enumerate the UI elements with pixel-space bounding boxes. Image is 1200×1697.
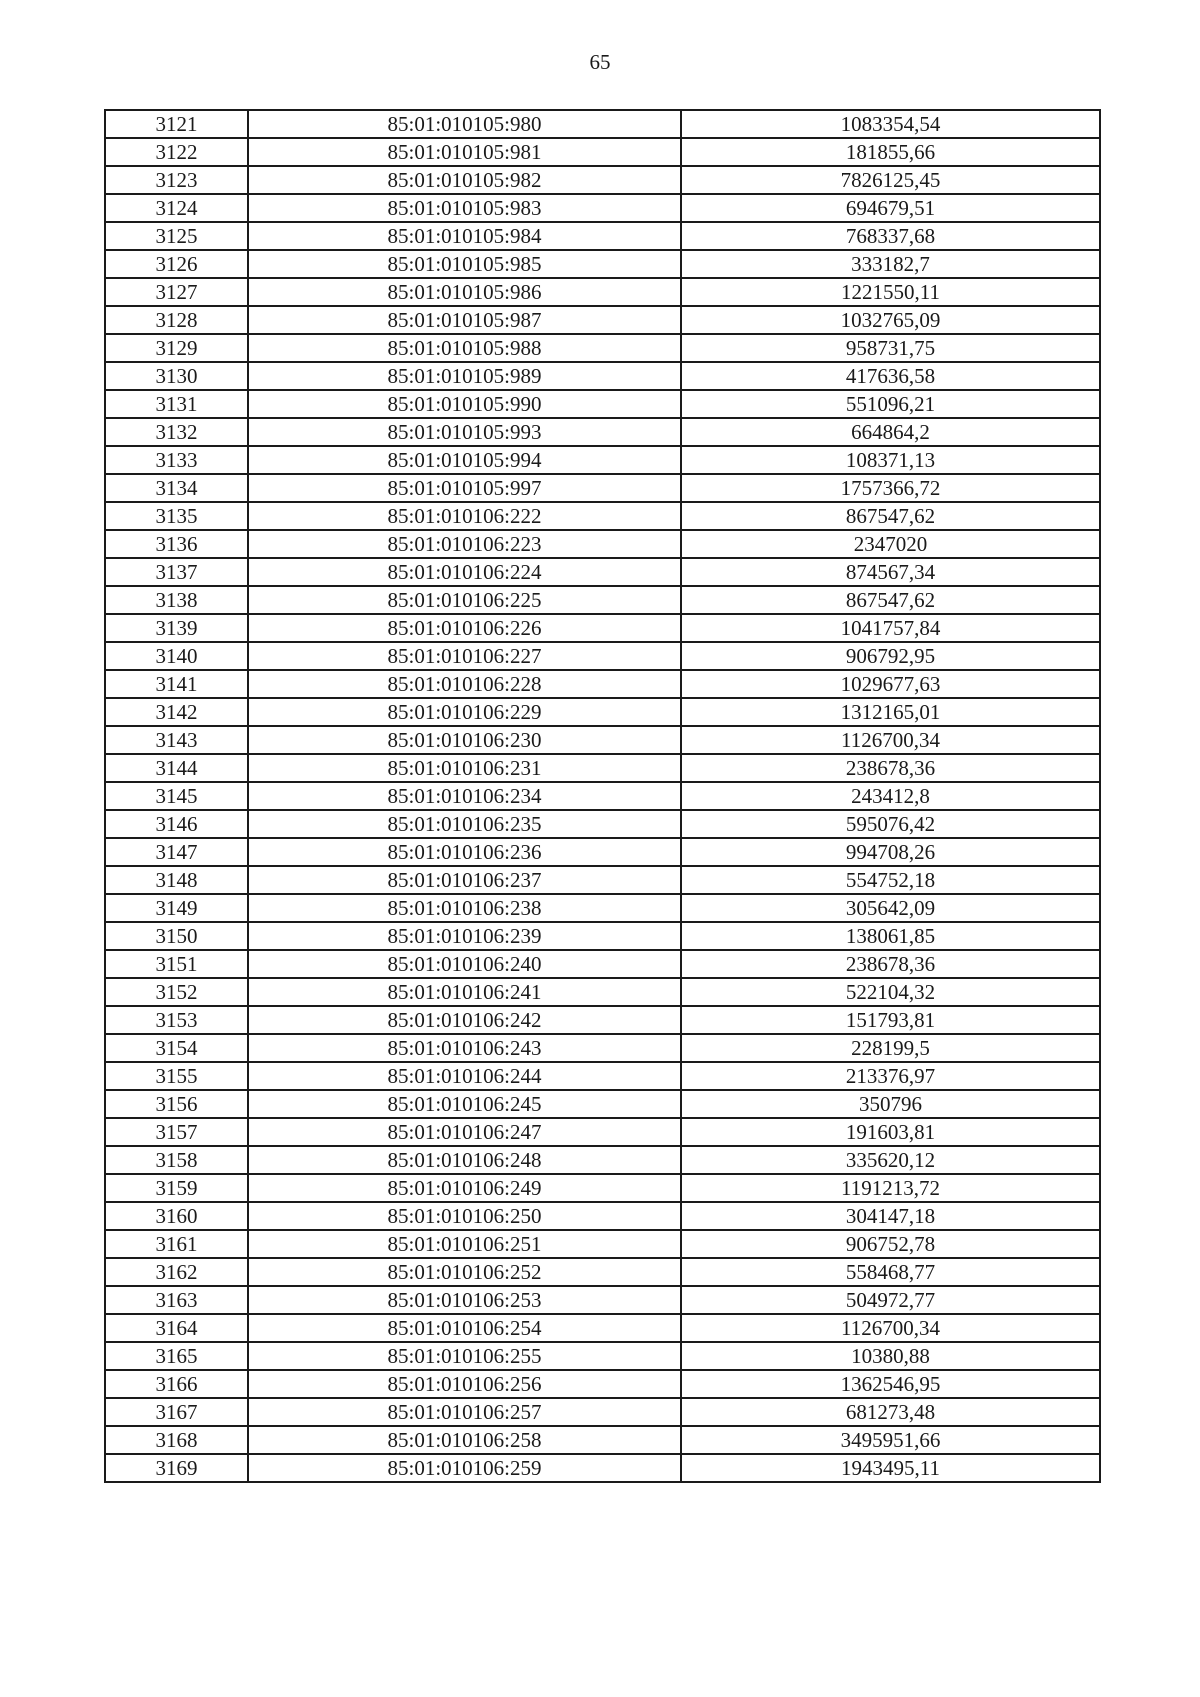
table-row	[105, 250, 1100, 278]
row-number-cell: 3166	[105, 1370, 248, 1398]
cadastral-number-cell: 85:01:010106:243	[248, 1034, 681, 1062]
table-row	[105, 614, 1100, 642]
cadastral-value-cell: 1032765,09	[681, 306, 1100, 334]
table-row	[105, 698, 1100, 726]
row-number-cell: 3147	[105, 838, 248, 866]
row-number-cell: 3136	[105, 530, 248, 558]
row-number-cell: 3152	[105, 978, 248, 1006]
cadastral-value-cell: 151793,81	[681, 1006, 1100, 1034]
cadastral-number-cell: 85:01:010105:989	[248, 362, 681, 390]
row-number-cell: 3162	[105, 1258, 248, 1286]
cadastral-number-cell: 85:01:010105:994	[248, 446, 681, 474]
cadastral-number-cell: 85:01:010106:231	[248, 754, 681, 782]
cadastral-value-cell: 504972,77	[681, 1286, 1100, 1314]
row-number-cell: 3160	[105, 1202, 248, 1230]
cadastral-value-cell: 1191213,72	[681, 1174, 1100, 1202]
table-row	[105, 138, 1100, 166]
table-row	[105, 278, 1100, 306]
row-number-cell: 3121	[105, 110, 248, 138]
cadastral-value-cell: 958731,75	[681, 334, 1100, 362]
row-number-cell: 3138	[105, 586, 248, 614]
row-number-cell: 3157	[105, 1118, 248, 1146]
table-row	[105, 1314, 1100, 1342]
cadastral-number-cell: 85:01:010106:238	[248, 894, 681, 922]
cadastral-number-cell: 85:01:010106:236	[248, 838, 681, 866]
cadastral-value-cell: 551096,21	[681, 390, 1100, 418]
row-number-cell: 3142	[105, 698, 248, 726]
cadastral-number-cell: 85:01:010106:252	[248, 1258, 681, 1286]
cadastral-value-cell: 108371,13	[681, 446, 1100, 474]
row-number-cell: 3167	[105, 1398, 248, 1426]
cadastral-value-cell: 1221550,11	[681, 278, 1100, 306]
row-number-cell: 3135	[105, 502, 248, 530]
row-number-cell: 3124	[105, 194, 248, 222]
table-row	[105, 1454, 1100, 1482]
cadastral-value-cell: 138061,85	[681, 922, 1100, 950]
cadastral-number-cell: 85:01:010106:237	[248, 866, 681, 894]
row-number-cell: 3126	[105, 250, 248, 278]
row-number-cell: 3133	[105, 446, 248, 474]
table-row	[105, 222, 1100, 250]
row-number-cell: 3154	[105, 1034, 248, 1062]
row-number-cell: 3137	[105, 558, 248, 586]
cadastral-value-table	[104, 109, 1101, 1483]
cadastral-value-cell: 7826125,45	[681, 166, 1100, 194]
row-number-cell: 3140	[105, 642, 248, 670]
cadastral-value-cell: 1041757,84	[681, 614, 1100, 642]
table-row	[105, 1118, 1100, 1146]
table-row	[105, 1062, 1100, 1090]
cadastral-value-cell: 694679,51	[681, 194, 1100, 222]
cadastral-value-cell: 994708,26	[681, 838, 1100, 866]
cadastral-number-cell: 85:01:010105:982	[248, 166, 681, 194]
cadastral-value-cell: 304147,18	[681, 1202, 1100, 1230]
cadastral-value-cell: 558468,77	[681, 1258, 1100, 1286]
cadastral-value-cell: 417636,58	[681, 362, 1100, 390]
table-row	[105, 1230, 1100, 1258]
cadastral-value-cell: 522104,32	[681, 978, 1100, 1006]
row-number-cell: 3127	[105, 278, 248, 306]
row-number-cell: 3144	[105, 754, 248, 782]
cadastral-number-cell: 85:01:010106:225	[248, 586, 681, 614]
row-number-cell: 3139	[105, 614, 248, 642]
row-number-cell: 3149	[105, 894, 248, 922]
row-number-cell: 3168	[105, 1426, 248, 1454]
cadastral-value-cell: 1126700,34	[681, 726, 1100, 754]
table-row	[105, 1202, 1100, 1230]
cadastral-value-cell: 3495951,66	[681, 1426, 1100, 1454]
row-number-cell: 3125	[105, 222, 248, 250]
cadastral-value-cell: 906792,95	[681, 642, 1100, 670]
row-number-cell: 3122	[105, 138, 248, 166]
row-number-cell: 3129	[105, 334, 248, 362]
table-row	[105, 782, 1100, 810]
cadastral-number-cell: 85:01:010106:224	[248, 558, 681, 586]
cadastral-value-cell: 768337,68	[681, 222, 1100, 250]
table-row	[105, 502, 1100, 530]
cadastral-number-cell: 85:01:010106:248	[248, 1146, 681, 1174]
cadastral-number-cell: 85:01:010106:250	[248, 1202, 681, 1230]
cadastral-value-cell: 554752,18	[681, 866, 1100, 894]
cadastral-value-cell: 213376,97	[681, 1062, 1100, 1090]
row-number-cell: 3123	[105, 166, 248, 194]
cadastral-value-cell: 1943495,11	[681, 1454, 1100, 1482]
table-row	[105, 838, 1100, 866]
table-row	[105, 1174, 1100, 1202]
cadastral-number-cell: 85:01:010105:987	[248, 306, 681, 334]
table-row	[105, 306, 1100, 334]
table-body	[105, 110, 1100, 1482]
cadastral-number-cell: 85:01:010105:981	[248, 138, 681, 166]
table-row	[105, 558, 1100, 586]
table-row	[105, 978, 1100, 1006]
cadastral-number-cell: 85:01:010106:226	[248, 614, 681, 642]
table-row	[105, 950, 1100, 978]
table-row	[105, 642, 1100, 670]
cadastral-number-cell: 85:01:010106:253	[248, 1286, 681, 1314]
cadastral-value-cell: 867547,62	[681, 586, 1100, 614]
table-row	[105, 166, 1100, 194]
cadastral-value-cell: 305642,09	[681, 894, 1100, 922]
cadastral-value-cell: 1362546,95	[681, 1370, 1100, 1398]
cadastral-number-cell: 85:01:010106:239	[248, 922, 681, 950]
cadastral-value-cell: 228199,5	[681, 1034, 1100, 1062]
row-number-cell: 3131	[105, 390, 248, 418]
cadastral-value-cell: 1029677,63	[681, 670, 1100, 698]
row-number-cell: 3156	[105, 1090, 248, 1118]
table-row	[105, 110, 1100, 138]
table-row	[105, 1034, 1100, 1062]
cadastral-value-cell: 10380,88	[681, 1342, 1100, 1370]
cadastral-value-cell: 335620,12	[681, 1146, 1100, 1174]
cadastral-number-cell: 85:01:010105:980	[248, 110, 681, 138]
table-row	[105, 1090, 1100, 1118]
cadastral-number-cell: 85:01:010106:245	[248, 1090, 681, 1118]
cadastral-number-cell: 85:01:010105:984	[248, 222, 681, 250]
cadastral-value-cell: 191603,81	[681, 1118, 1100, 1146]
cadastral-number-cell: 85:01:010106:259	[248, 1454, 681, 1482]
row-number-cell: 3153	[105, 1006, 248, 1034]
cadastral-number-cell: 85:01:010106:234	[248, 782, 681, 810]
cadastral-number-cell: 85:01:010106:251	[248, 1230, 681, 1258]
table-row	[105, 194, 1100, 222]
row-number-cell: 3169	[105, 1454, 248, 1482]
table-row	[105, 530, 1100, 558]
cadastral-number-cell: 85:01:010106:223	[248, 530, 681, 558]
table-row	[105, 418, 1100, 446]
cadastral-value-cell: 2347020	[681, 530, 1100, 558]
table-row	[105, 474, 1100, 502]
cadastral-value-cell: 1083354,54	[681, 110, 1100, 138]
cadastral-number-cell: 85:01:010105:997	[248, 474, 681, 502]
cadastral-value-cell: 238678,36	[681, 754, 1100, 782]
cadastral-number-cell: 85:01:010106:256	[248, 1370, 681, 1398]
table-row	[105, 1426, 1100, 1454]
cadastral-number-cell: 85:01:010106:244	[248, 1062, 681, 1090]
row-number-cell: 3158	[105, 1146, 248, 1174]
table-row	[105, 1398, 1100, 1426]
cadastral-value-cell: 664864,2	[681, 418, 1100, 446]
table-row	[105, 362, 1100, 390]
row-number-cell: 3159	[105, 1174, 248, 1202]
cadastral-number-cell: 85:01:010106:228	[248, 670, 681, 698]
table-row	[105, 894, 1100, 922]
cadastral-number-cell: 85:01:010105:986	[248, 278, 681, 306]
table-row	[105, 390, 1100, 418]
table-row	[105, 1342, 1100, 1370]
table-row	[105, 670, 1100, 698]
table-row	[105, 334, 1100, 362]
row-number-cell: 3150	[105, 922, 248, 950]
row-number-cell: 3163	[105, 1286, 248, 1314]
table-row	[105, 1146, 1100, 1174]
table-row	[105, 866, 1100, 894]
cadastral-number-cell: 85:01:010106:258	[248, 1426, 681, 1454]
row-number-cell: 3145	[105, 782, 248, 810]
table-row	[105, 1286, 1100, 1314]
row-number-cell: 3161	[105, 1230, 248, 1258]
cadastral-value-cell: 906752,78	[681, 1230, 1100, 1258]
cadastral-number-cell: 85:01:010106:247	[248, 1118, 681, 1146]
cadastral-number-cell: 85:01:010106:257	[248, 1398, 681, 1426]
table-row	[105, 922, 1100, 950]
page-number: 65	[589, 50, 611, 74]
cadastral-number-cell: 85:01:010106:229	[248, 698, 681, 726]
row-number-cell: 3130	[105, 362, 248, 390]
cadastral-value-cell: 238678,36	[681, 950, 1100, 978]
cadastral-value-cell: 681273,48	[681, 1398, 1100, 1426]
cadastral-number-cell: 85:01:010105:990	[248, 390, 681, 418]
cadastral-value-cell: 181855,66	[681, 138, 1100, 166]
cadastral-value-cell: 1757366,72	[681, 474, 1100, 502]
row-number-cell: 3165	[105, 1342, 248, 1370]
cadastral-value-cell: 1126700,34	[681, 1314, 1100, 1342]
row-number-cell: 3134	[105, 474, 248, 502]
cadastral-number-cell: 85:01:010106:227	[248, 642, 681, 670]
cadastral-number-cell: 85:01:010105:985	[248, 250, 681, 278]
cadastral-value-cell: 333182,7	[681, 250, 1100, 278]
cadastral-number-cell: 85:01:010105:993	[248, 418, 681, 446]
cadastral-number-cell: 85:01:010106:230	[248, 726, 681, 754]
table-row	[105, 726, 1100, 754]
table-row	[105, 446, 1100, 474]
cadastral-value-cell: 595076,42	[681, 810, 1100, 838]
cadastral-value-cell: 867547,62	[681, 502, 1100, 530]
row-number-cell: 3128	[105, 306, 248, 334]
row-number-cell: 3148	[105, 866, 248, 894]
cadastral-value-cell: 350796	[681, 1090, 1100, 1118]
row-number-cell: 3151	[105, 950, 248, 978]
row-number-cell: 3141	[105, 670, 248, 698]
cadastral-value-cell: 874567,34	[681, 558, 1100, 586]
table-row	[105, 1006, 1100, 1034]
cadastral-number-cell: 85:01:010106:222	[248, 502, 681, 530]
row-number-cell: 3146	[105, 810, 248, 838]
row-number-cell: 3155	[105, 1062, 248, 1090]
cadastral-number-cell: 85:01:010106:235	[248, 810, 681, 838]
cadastral-value-cell: 243412,8	[681, 782, 1100, 810]
cadastral-number-cell: 85:01:010106:242	[248, 1006, 681, 1034]
table-row	[105, 810, 1100, 838]
cadastral-number-cell: 85:01:010105:983	[248, 194, 681, 222]
table-row	[105, 1258, 1100, 1286]
cadastral-number-cell: 85:01:010106:254	[248, 1314, 681, 1342]
cadastral-number-cell: 85:01:010106:249	[248, 1174, 681, 1202]
cadastral-value-cell: 1312165,01	[681, 698, 1100, 726]
row-number-cell: 3164	[105, 1314, 248, 1342]
row-number-cell: 3132	[105, 418, 248, 446]
cadastral-number-cell: 85:01:010106:240	[248, 950, 681, 978]
cadastral-number-cell: 85:01:010105:988	[248, 334, 681, 362]
cadastral-number-cell: 85:01:010106:241	[248, 978, 681, 1006]
table-row	[105, 1370, 1100, 1398]
table-row	[105, 754, 1100, 782]
cadastral-number-cell: 85:01:010106:255	[248, 1342, 681, 1370]
row-number-cell: 3143	[105, 726, 248, 754]
table-row	[105, 586, 1100, 614]
